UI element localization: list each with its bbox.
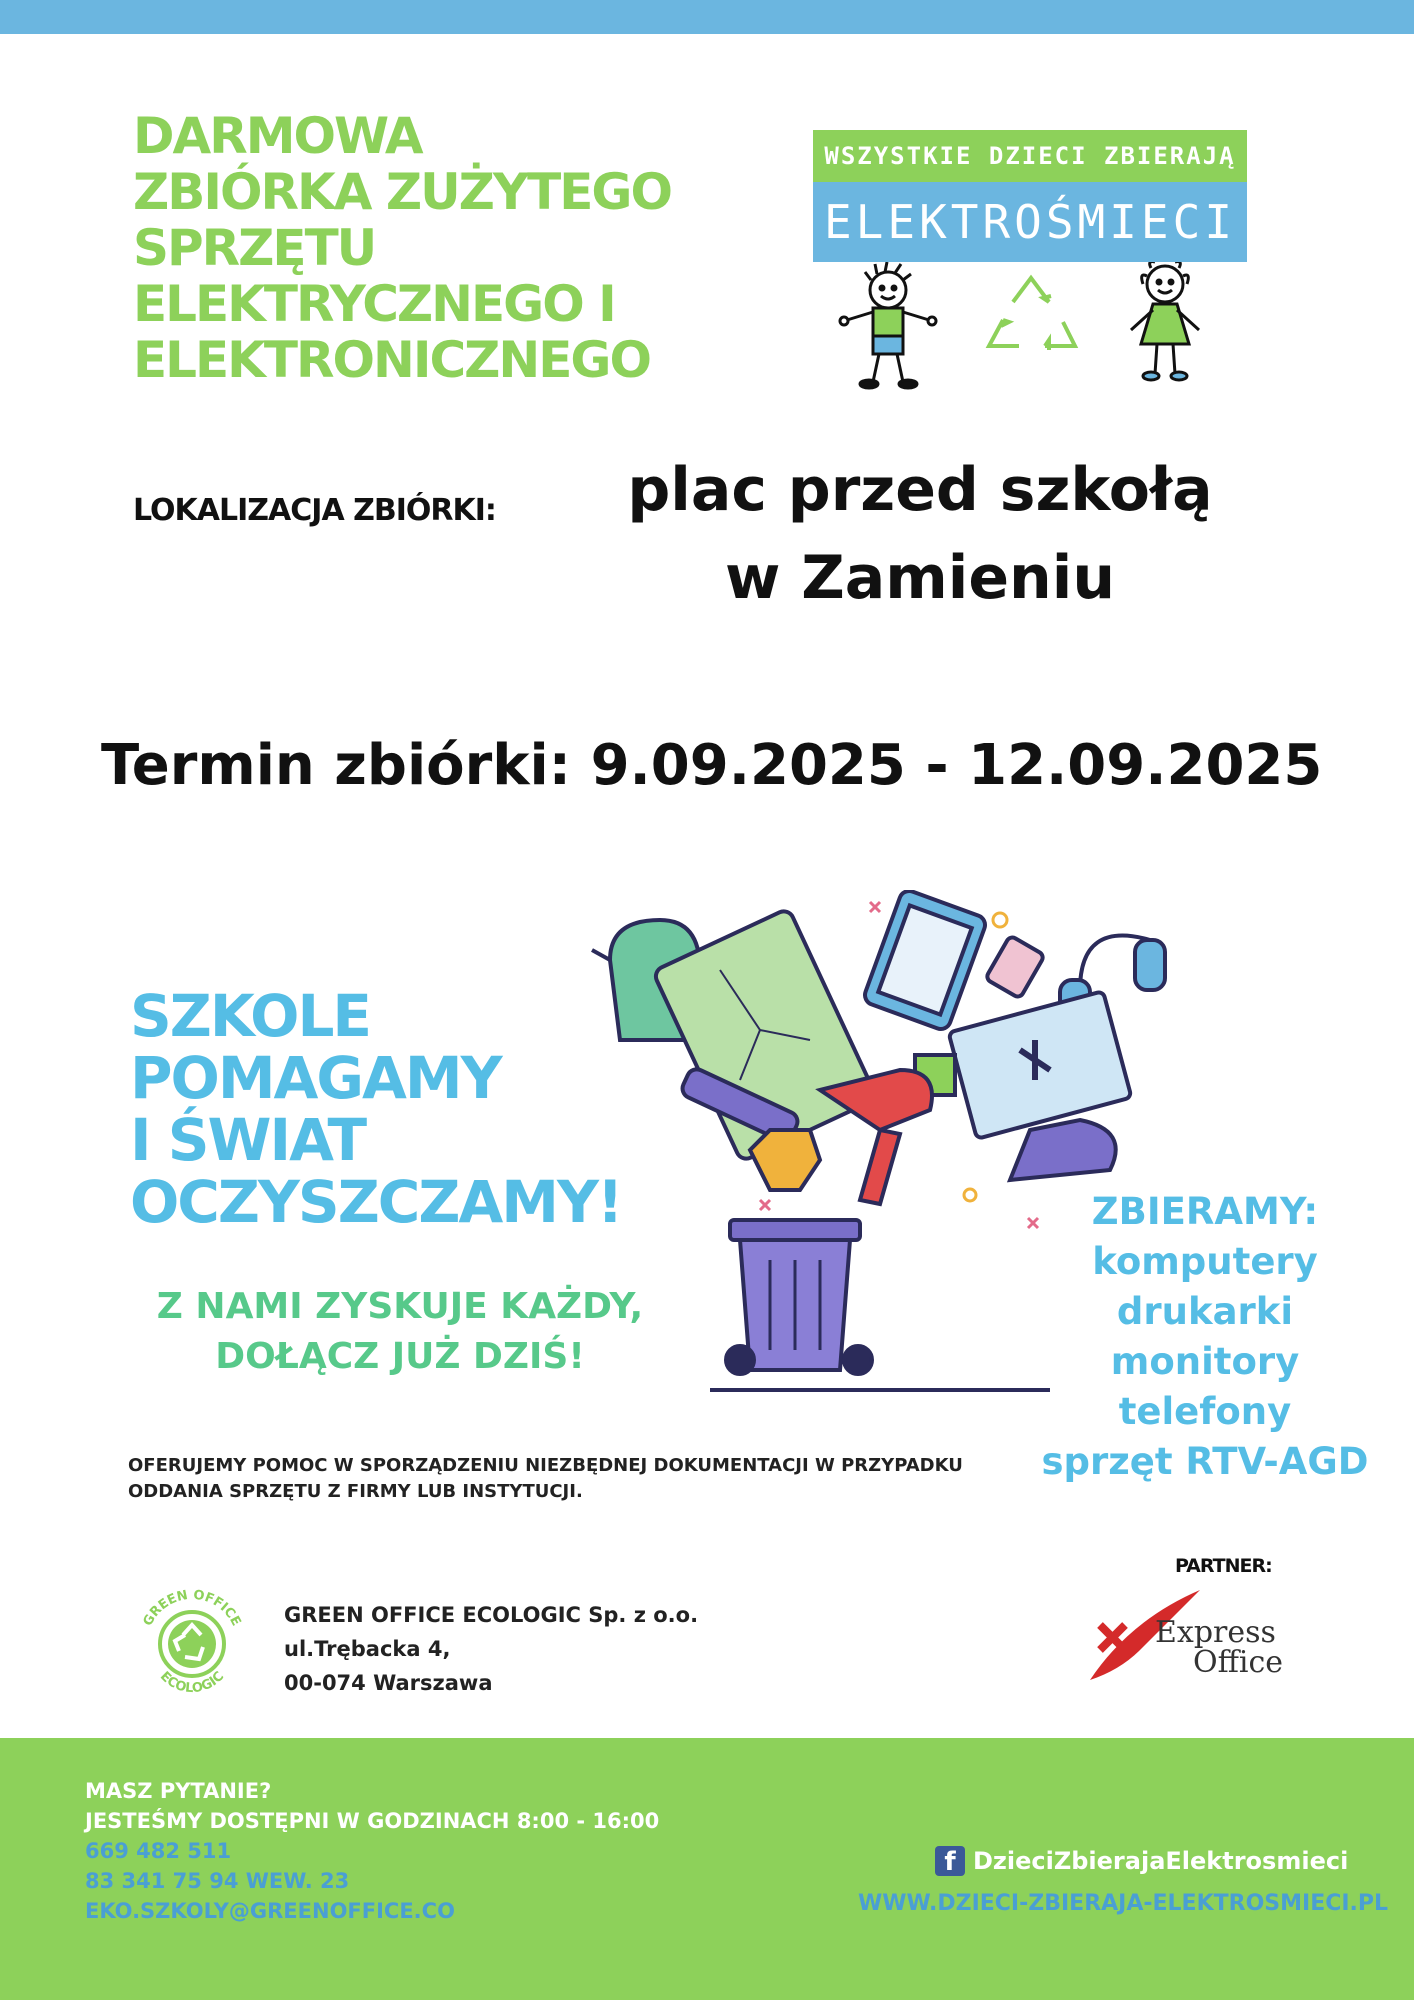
iron-icon — [1010, 1120, 1116, 1180]
company-city: 00-074 Warszawa — [284, 1671, 493, 1695]
location-label: LOKALIZACJA ZBIÓRKI: — [133, 493, 496, 528]
small-phone-icon — [985, 935, 1045, 998]
contact-email[interactable]: EKO.SZKOLY@GREENOFFICE.CO — [85, 1899, 455, 1923]
title-line: SPRZĘTU — [133, 219, 376, 277]
logo-kids-illustration — [813, 262, 1247, 396]
slogan-line: OCZYSZCZAMY! — [130, 1168, 622, 1236]
title-line: ZBIÓRKA ZUŻYTEGO — [133, 163, 671, 221]
svg-text:ECOLOGIC — [157, 1669, 227, 1696]
top-color-bar — [0, 0, 1414, 34]
collected-items — [1035, 1187, 1375, 1487]
website-link[interactable]: WWW.DZIECI-ZBIERAJA-ELEKTROSMIECI.PL — [858, 1891, 1389, 1916]
partner-logo-line1: Express — [1155, 1615, 1276, 1650]
offer-line: OFERUJEMY POMOC W SPORZĄDZENIU NIEZBĘDNEJ DOKUMENTACJI W PRZYPADKU — [128, 1455, 963, 1476]
logo-top-text: WSZYSTKIE DZIECI ZBIERAJĄ — [824, 142, 1236, 170]
logo-top-arc-text: GREEN OFFICE — [140, 1587, 244, 1629]
trash-bin-icon — [726, 1130, 872, 1374]
express-office-logo — [1085, 1580, 1305, 1690]
contact-phone[interactable]: 83 341 75 94 WEW. 23 — [85, 1869, 350, 1893]
slogan-line: POMAGAMY — [130, 1044, 501, 1112]
contact-question: MASZ PYTANIE? — [85, 1779, 272, 1803]
boy-figure-icon — [840, 262, 936, 388]
logo-bottom-arc-text: ECOLOGIC — [156, 1668, 228, 1697]
laptop-icon — [948, 991, 1131, 1139]
title-line: ELEKTRONICZNEGO — [133, 331, 650, 389]
logo-main-band — [813, 182, 1247, 262]
hair-dryer-icon — [820, 1070, 932, 1204]
event-title — [133, 108, 671, 388]
recycle-icon — [989, 278, 1075, 350]
campaign-logo — [813, 130, 1247, 396]
company-street: ul.Trębacka 4, — [284, 1637, 451, 1661]
partner-label: PARTNER: — [1175, 1555, 1272, 1577]
contact-hours: JESTEŚMY DOSTĘPNI W GODZINACH 8:00 - 16:00 — [85, 1809, 660, 1833]
logo-main-text: ELEKTROŚMIECI — [823, 195, 1237, 249]
offer-line: ODDANIA SPRZĘTU Z FIRMY LUB INSTYTUCJI. — [128, 1481, 583, 1502]
green-office-logo — [133, 1585, 251, 1703]
slogan-line: SZKOLE — [130, 982, 371, 1050]
collect-heading: ZBIERAMY: — [1091, 1190, 1319, 1233]
title-line: ELEKTRYCZNEGO I — [133, 275, 615, 333]
collect-item: sprzęt RTV-AGD — [1041, 1440, 1369, 1483]
contact-phone[interactable]: 669 482 511 — [85, 1839, 232, 1863]
facebook-handle: DzieciZbierajaElektrosmieci — [973, 1847, 1349, 1875]
location-value: plac przed szkołą — [627, 455, 1213, 525]
collect-item: telefony — [1118, 1390, 1292, 1433]
company-address — [284, 1598, 698, 1700]
slogan — [130, 982, 622, 1236]
slogan-line: I ŚWIAT — [130, 1106, 366, 1174]
join-line: Z NAMI ZYSKUJE KAŻDY, — [156, 1286, 644, 1327]
logo-top-band — [813, 130, 1247, 182]
facebook-icon: f — [935, 1846, 965, 1876]
collect-item: drukarki — [1116, 1290, 1294, 1333]
location-value: w Zamieniu — [724, 543, 1116, 613]
collection-date: Termin zbiórki: 9.09.2025 - 12.09.2025 — [101, 733, 1323, 798]
collect-item: monitory — [1110, 1340, 1300, 1383]
documentation-offer — [128, 1453, 963, 1505]
facebook-link[interactable] — [935, 1846, 1348, 1876]
company-name: GREEN OFFICE ECOLOGIC Sp. z o.o. — [284, 1603, 699, 1627]
smartphone-icon — [862, 890, 988, 1032]
join-line: DOŁĄCZ JUŻ DZIŚ! — [215, 1336, 585, 1377]
contact-info — [85, 1776, 659, 1926]
title-line: DARMOWA — [133, 107, 422, 165]
collect-item: komputery — [1092, 1240, 1318, 1283]
girl-figure-icon — [1131, 262, 1199, 380]
partner-logo-line2: Office — [1193, 1645, 1284, 1680]
